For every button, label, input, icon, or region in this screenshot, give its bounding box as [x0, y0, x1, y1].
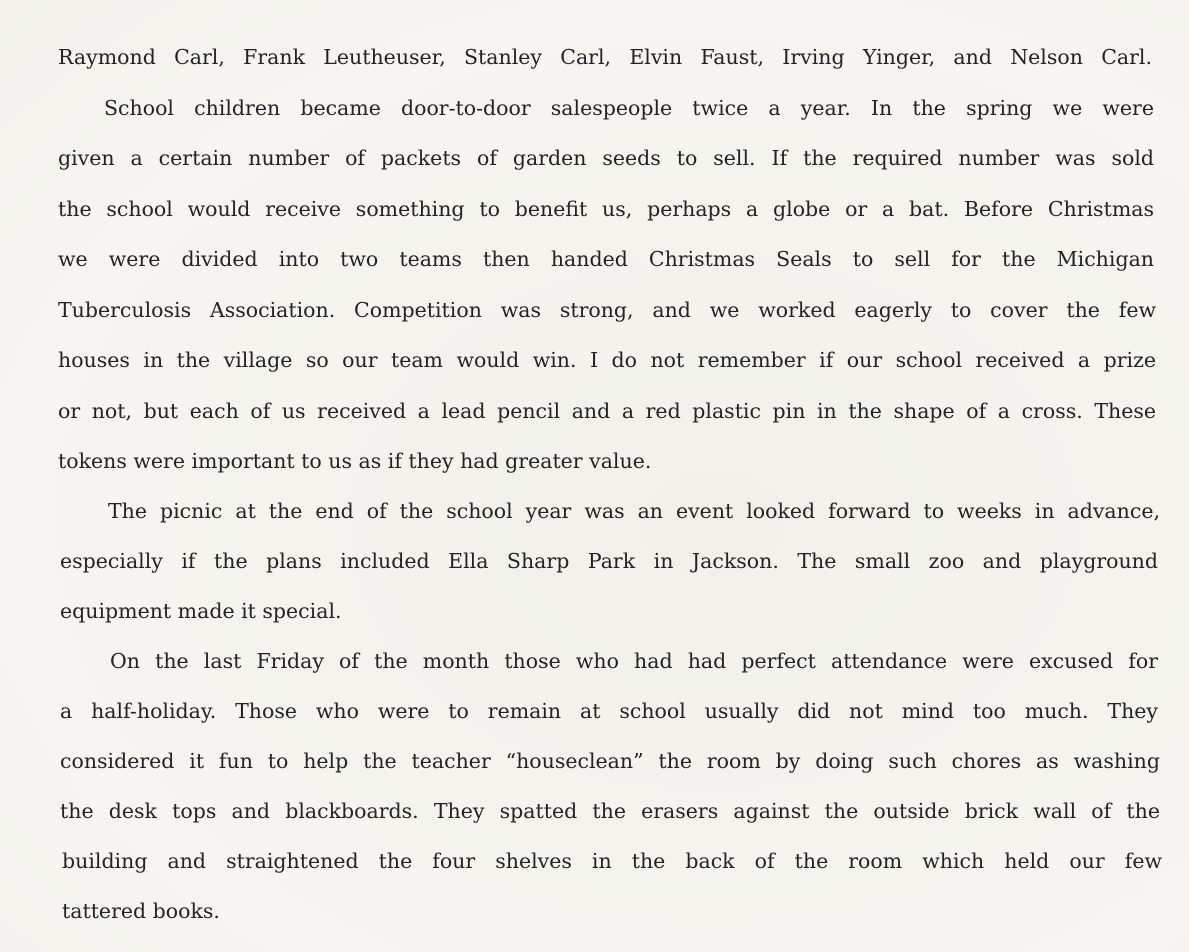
text-line: the desk tops and blackboards. They spatted the erasers against the outside brick wall of the [60, 799, 1160, 823]
text-line: given a certain number of packets of garden seeds to sell. If the required number was sold [58, 146, 1154, 170]
text-line: the school would receive something to benefit us, perhaps a globe or a bat. Before Christmas [58, 197, 1154, 221]
text-line: considered it fun to help the teacher “houseclean” the room by doing such chores as washing [60, 749, 1160, 773]
text-line: Tuberculosis Association. Competition was strong, and we worked eagerly to cover the few [58, 298, 1156, 322]
text-line: especially if the plans included Ella Sharp Park in Jackson. The small zoo and playground [60, 549, 1158, 573]
text-line: The picnic at the end of the school year was an event looked forward to weeks in advance, [108, 499, 1160, 523]
text-line: tattered books. [62, 899, 220, 923]
text-line: equipment made it special. [60, 599, 342, 623]
text-line: houses in the village so our team would win. I do not remember if our school received a prize [58, 348, 1156, 372]
text-line: building and straightened the four shelves in the back of the room which held our few [62, 849, 1162, 873]
text-line: On the last Friday of the month those who had had perfect attendance were excused for [110, 649, 1158, 673]
text-line: School children became door-to-door salespeople twice a year. In the spring we were [104, 96, 1154, 120]
text-line: Raymond Carl, Frank Leutheuser, Stanley Carl, Elvin Faust, Irving Yinger, and Nelson Carl. [58, 45, 1152, 69]
text-line: or not, but each of us received a lead pencil and a red plastic pin in the shape of a cross. These [58, 399, 1156, 423]
text-line: tokens were important to us as if they had greater value. [58, 449, 652, 473]
text-line: we were divided into two teams then handed Christmas Seals to sell for the Michigan [58, 247, 1154, 271]
text-line: a half-holiday. Those who were to remain at school usually did not mind too much. They [60, 699, 1158, 723]
